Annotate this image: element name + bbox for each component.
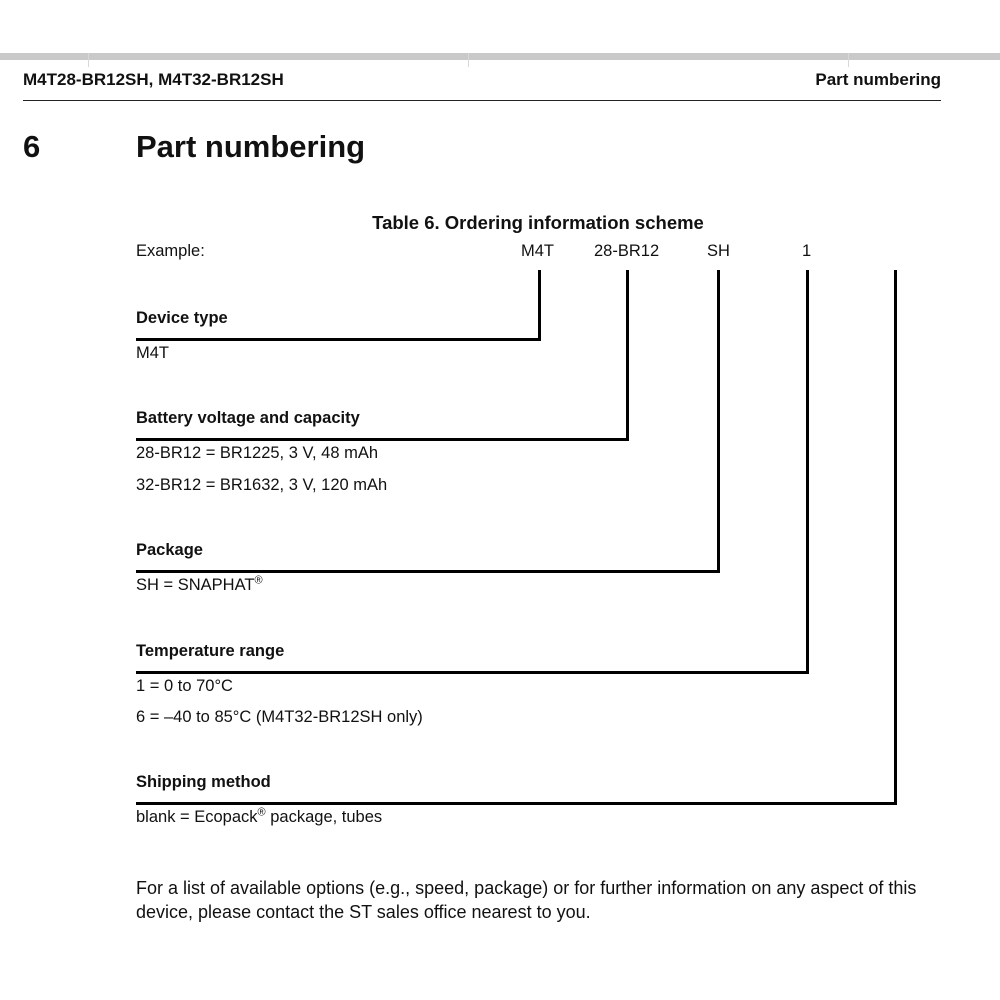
section-name: Part numbering xyxy=(815,70,941,89)
connector-shipping-vertical xyxy=(894,270,897,805)
option-battery-2: 32-BR12 = BR1632, 3 V, 120 mAh xyxy=(136,476,388,494)
example-code-battery: 28-BR12 xyxy=(594,242,660,260)
table-title: Table 6. Ordering information scheme xyxy=(372,212,704,233)
option-temperature-1: 1 = 0 to 70°C xyxy=(136,677,233,695)
document-title: M4T28-BR12SH, M4T32-BR12SH xyxy=(23,70,284,89)
connector-device-horizontal xyxy=(136,338,541,341)
top-border-tick xyxy=(88,53,89,67)
option-battery-1: 28-BR12 = BR1225, 3 V, 48 mAh xyxy=(136,444,379,462)
group-heading-device-type: Device type xyxy=(136,309,228,327)
example-label: Example: xyxy=(136,242,205,260)
connector-package-horizontal xyxy=(136,570,720,573)
option-package xyxy=(136,576,263,595)
option-shipping-suffix: package, tubes xyxy=(265,808,383,826)
option-shipping xyxy=(136,808,382,827)
connector-package-vertical xyxy=(717,270,720,573)
top-border-tick xyxy=(848,53,849,67)
example-code-temperature: 1 xyxy=(802,242,812,260)
registered-mark: ® xyxy=(254,574,263,587)
group-heading-shipping: Shipping method xyxy=(136,773,271,791)
example-code-package: SH xyxy=(707,242,730,260)
example-code-device: M4T xyxy=(521,242,554,260)
option-device-type: M4T xyxy=(136,344,169,362)
connector-device-vertical xyxy=(538,270,541,341)
connector-battery-vertical xyxy=(626,270,629,441)
section-number: 6 xyxy=(23,129,41,164)
option-shipping-prefix: blank = Ecopack xyxy=(136,808,258,826)
footer-note: For a list of available options (e.g., speed, package) or for further information on any aspect of this device, please contact the ST sales office nearest to you. xyxy=(136,878,917,922)
option-package-text: SH = SNAPHAT xyxy=(136,576,255,594)
group-heading-package: Package xyxy=(136,541,203,559)
section-title: Part numbering xyxy=(136,129,366,164)
option-temperature-2: 6 = –40 to 85°C (M4T32-BR12SH only) xyxy=(136,708,423,726)
registered-mark: ® xyxy=(257,806,266,819)
group-heading-battery: Battery voltage and capacity xyxy=(136,409,360,427)
top-border-tick xyxy=(468,53,469,67)
top-border-bar xyxy=(0,53,1000,60)
connector-battery-horizontal xyxy=(136,438,629,441)
group-heading-temperature: Temperature range xyxy=(136,642,285,660)
connector-temperature-vertical xyxy=(806,270,809,674)
connector-temperature-horizontal xyxy=(136,671,809,674)
header-rule xyxy=(23,100,941,101)
connector-shipping-horizontal xyxy=(136,802,897,805)
